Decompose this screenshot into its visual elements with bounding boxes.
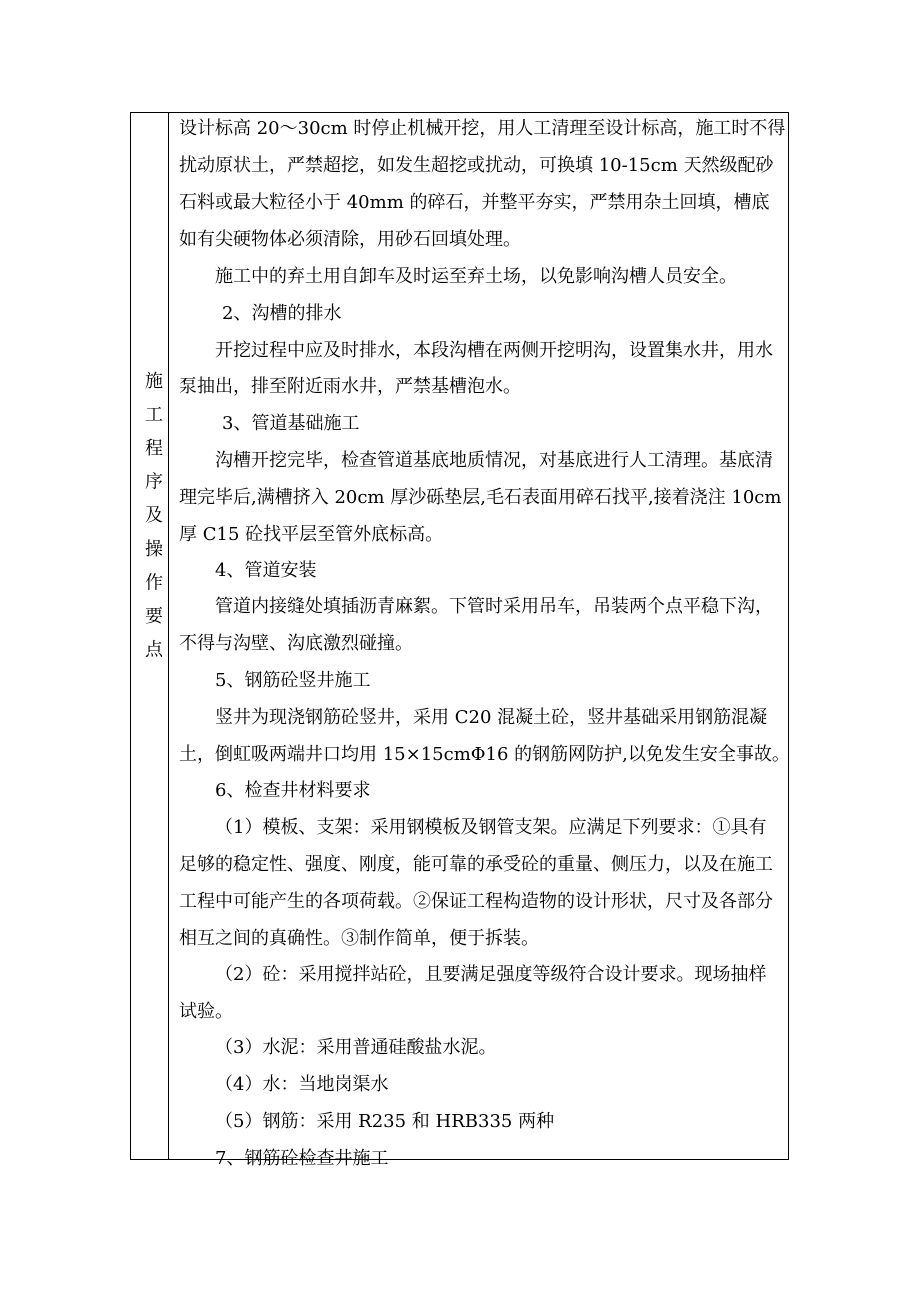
text-line: 泵抽出，排至附近雨水井，严禁基槽泡水。 xyxy=(179,376,521,397)
text-line: 4、管道安装 xyxy=(215,560,317,581)
text-line: 施工中的弃土用自卸车及时运至弃土场，以免影响沟槽人员安全。 xyxy=(215,266,737,287)
label-column xyxy=(131,113,169,1159)
text-line: 3、管道基础施工 xyxy=(222,413,360,434)
text-line: 竖井为现浇钢筋砼竖井，采用 C20 混凝土砼，竖井基础采用钢筋混凝 xyxy=(215,707,768,728)
text-line: 设计标高 20～30cm 时停止机械开挖，用人工清理至设计标高，施工时不得 xyxy=(179,118,786,139)
text-line: 厚 C15 砼找平层至管外底标高。 xyxy=(179,524,444,545)
text-line: 5、钢筋砼竖井施工 xyxy=(215,670,371,691)
text-line: 管道内接缝处填插沥青麻絮。下管时采用吊车，吊装两个点平稳下沟， xyxy=(215,596,773,617)
text-line: 工程中可能产生的各项荷载。②保证工程构造物的设计形状，尺寸及各部分 xyxy=(179,891,773,912)
text-line: 开挖过程中应及时排水，本段沟槽在两侧开挖明沟，设置集水井，用水 xyxy=(215,340,773,361)
text-line: 如有尖硬物体必须清除，用砂石回填处理。 xyxy=(179,229,521,250)
text-line: 足够的稳定性、强度、刚度，能可靠的承受砼的重量、侧压力，以及在施工 xyxy=(179,854,773,875)
text-line: 扰动原状土，严禁超挖，如发生超挖或扰动，可换填 10-15cm 天然级配砂 xyxy=(179,155,774,176)
text-line: （5）钢筋：采用 R235 和 HRB335 两种 xyxy=(215,1111,555,1132)
text-line: 7、钢筋砼检查井施工 xyxy=(215,1148,389,1169)
procedure-table xyxy=(130,112,790,1169)
text-line: 沟槽开挖完毕，检查管道基底地质情况，对基底进行人工清理。基底清 xyxy=(215,450,773,471)
side-label: 施工程序及操作要点 xyxy=(142,371,163,674)
text-line: 相互之间的真确性。③制作简单，便于拆装。 xyxy=(179,928,539,949)
text-line: 土，倒虹吸两端井口均用 15×15cmΦ16 的钢筋网防护,以免发生安全事故。 xyxy=(179,744,790,765)
text-line: 2、沟槽的排水 xyxy=(222,303,342,324)
text-line: （2）砼：采用搅拌站砼，且要满足强度等级符合设计要求。现场抽样 xyxy=(215,964,767,985)
text-line: 理完毕后,满槽挤入 20cm 厚沙砾垫层,毛石表面用碎石找平,接着浇注 10cm xyxy=(179,487,782,508)
text-line: 石料或最大粒径小于 40mm 的碎石，并整平夯实，严禁用杂土回填，槽底 xyxy=(179,192,770,213)
text-line: 试验。 xyxy=(179,1001,233,1022)
text-line: （4）水：当地岗渠水 xyxy=(215,1074,389,1095)
text-line: 不得与沟壁、沟底激烈碰撞。 xyxy=(179,633,413,654)
text-line: （3）水泥：采用普通硅酸盐水泥。 xyxy=(215,1037,497,1058)
text-line: 6、检查井材料要求 xyxy=(215,780,371,801)
text-line: （1）模板、支架：采用钢模板及钢管支架。应满足下列要求：①具有 xyxy=(215,817,767,838)
